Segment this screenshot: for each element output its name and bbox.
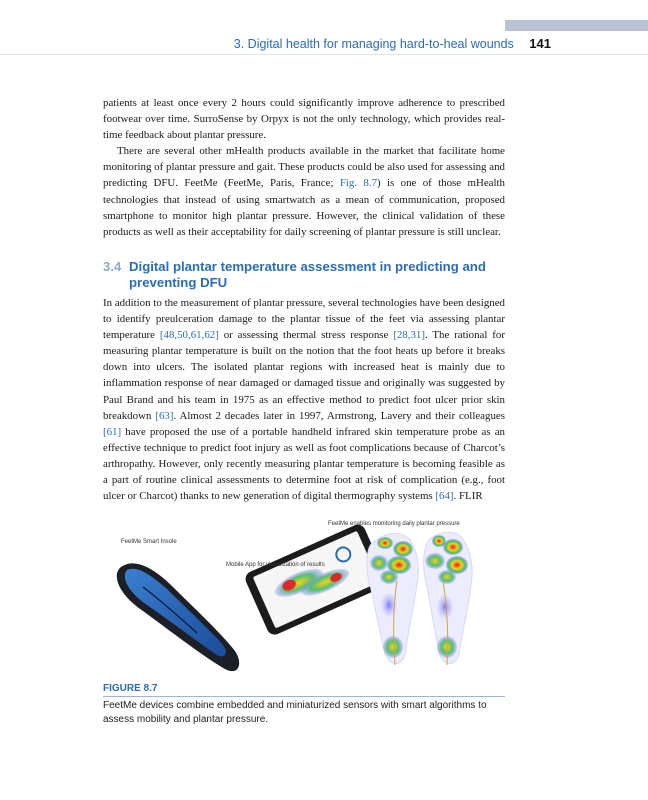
- figure-label-monitoring: FeetMe enables monitoring daily plantar pressure: [328, 521, 460, 527]
- paragraph-text: . Almost 2 decades later in 1997, Armstrong, Lavery and their colleagues: [173, 409, 505, 422]
- section-title-line1: Digital plantar temperature assessment in predicting and: [129, 259, 486, 274]
- smartphone-app-image: [243, 522, 389, 637]
- paragraph-text: In addition to the measurement of plantar pressure, several technologies have been designed to identify preulceration damage to the plantar tissue of the feet via assessing plantar temperature: [103, 297, 505, 342]
- paragraph: patients at least once every 2 hours could significantly improve adherence to prescribed footwear over time. SurroSense by Orpyx is not the only technology, which provides real-time feedback about plantar pressure.: [103, 97, 505, 142]
- figure-label-app: Mobile App for visualization of results: [226, 562, 325, 568]
- citation-link[interactable]: [61]: [103, 425, 122, 438]
- section-number: 3.4: [103, 259, 122, 274]
- section-title-line2: preventing DFU: [129, 275, 228, 290]
- caption-rule: [103, 696, 505, 697]
- section-heading: [103, 259, 513, 291]
- citation-link[interactable]: [48,50,61,62]: [159, 329, 219, 342]
- chapter-title: Digital health for managing hard-to-heal wounds: [247, 37, 514, 51]
- citation-link[interactable]: [64]: [435, 490, 454, 503]
- paragraph-text: have proposed the use of a portable handheld infrared skin temperature probe as an effective technique to predict foot injury as well as foot complications because of Charcot’s arthropathy. However, only recently measuring plantar temperature is becoming feasible as a part of routine clinical assessments to determine foot at risk of complication (e.g., foot ulcer or Charcot) thanks to new generation of digital thermography systems: [103, 425, 505, 503]
- paragraph-text: . FLIR: [453, 490, 483, 503]
- header-rule: [0, 54, 648, 55]
- page-number: 141: [529, 36, 551, 51]
- figure-caption-title: FIGURE 8.7: [103, 683, 158, 694]
- paragraph-text: . The rational for measuring plantar temperature is built on the notion that the foot heats up before it breaks down into ulcers. The isolated plantar regions with increased heat is mainly due to inflammation response of near damaged or damaged tissue and originally was suggested by Paul Brand and his team in 1975 as an effective method to predict foot ulcer prior skin breakdown: [103, 329, 505, 422]
- paragraph-text: ) is one of those mHealth technologies that instead of using smartwatch as a mean of communication, proposed smartphone to monitor high plantar pressure. However, the clinical validation of these products as well as their acceptability for daily screening of plantar pressure is still unclear.: [103, 177, 505, 238]
- header-accent-bar: [505, 20, 648, 31]
- paragraph-text: or assessing thermal stress response: [223, 329, 389, 342]
- figure-8-7: [103, 515, 505, 675]
- citation-link[interactable]: [28,31]: [393, 329, 425, 342]
- figure-label-insole: FeetMe Smart Insole: [121, 539, 177, 545]
- body-text-top: [103, 95, 505, 240]
- running-header: [0, 36, 551, 51]
- smart-insole-image: [117, 563, 239, 671]
- plantar-pressure-heatmap: [367, 532, 472, 665]
- paragraph-text: There are several other mHealth products available in the market that facilitate home monitoring of plantar pressure and gait. These products could be also used for assessing and predicting DFU. FeetMe (FeetMe, Paris, France;: [103, 145, 505, 190]
- paragraph: [103, 295, 505, 504]
- body-text-section: [103, 295, 505, 504]
- paragraph: [103, 143, 505, 240]
- chapter-number: 3.: [233, 37, 245, 51]
- figure-reference-link[interactable]: Fig. 8.7: [339, 177, 378, 190]
- figure-caption-text: FeetMe devices combine embedded and miniaturized sensors with smart algorithms to assess mobility and plantar pressure.: [103, 700, 487, 725]
- citation-link[interactable]: [63]: [155, 409, 174, 422]
